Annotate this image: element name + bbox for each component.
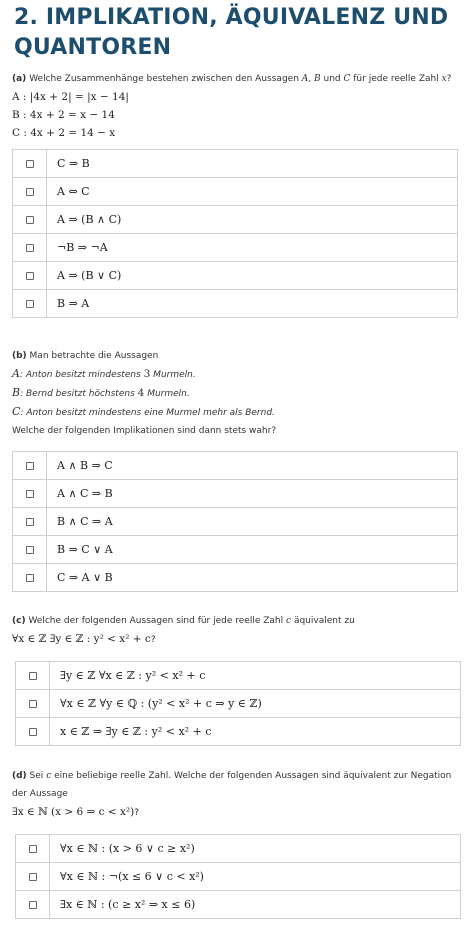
checkbox[interactable] [26, 300, 34, 308]
statement-b: B : 4x + 2 = x − 14 [12, 109, 115, 121]
checkbox[interactable] [26, 188, 34, 196]
options-table-c [15, 661, 461, 746]
question-a-text-after: für jede reelle Zahl [353, 74, 439, 84]
question-a [12, 70, 464, 318]
checkbox[interactable] [26, 160, 34, 168]
statement-b-text: : Bernd besitzt höchstens [20, 389, 138, 399]
option-row[interactable] [13, 234, 458, 262]
question-a-end: ? [446, 74, 452, 84]
option-row[interactable] [13, 564, 458, 592]
question-a-label: (a) [12, 74, 27, 84]
question-c [12, 612, 464, 746]
question-c-var-c: c [286, 616, 292, 626]
checkbox[interactable] [26, 462, 34, 470]
option-text: A ∧ C ⇒ B [47, 480, 458, 508]
option-text: ∃x ∈ ℕ : (c ≥ x² ⇒ x ≤ 6) [50, 891, 461, 919]
option-row[interactable] [16, 662, 461, 690]
option-row[interactable] [16, 835, 461, 863]
option-text: A ⇒ (B ∨ C) [47, 262, 458, 290]
checkbox[interactable] [26, 546, 34, 554]
option-text: C ⇒ B [47, 150, 458, 178]
option-text: A ∧ B ⇒ C [47, 452, 458, 480]
option-text: ∀x ∈ ℤ ∀y ∈ ℚ : (y² < x² + c ⇒ y ∈ ℤ) [50, 690, 461, 718]
option-row[interactable] [13, 452, 458, 480]
option-text: C ⇒ A ∨ B [47, 564, 458, 592]
question-c-formula: ∀x ∈ ℤ ∃y ∈ ℤ : y² < x² + c [12, 633, 151, 645]
statement-a-text: : Anton besitzt mindestens [19, 370, 144, 380]
question-d-formula: ∃x ∈ ℕ (x > 6 ⇒ c < x²) [12, 806, 135, 818]
checkbox[interactable] [29, 672, 37, 680]
option-text: B ∧ C ⇒ A [47, 508, 458, 536]
statement-b-num: 4 [137, 387, 145, 399]
question-b-intro: Man betrachte die Aussagen [29, 351, 159, 361]
question-a-var-c: C [343, 74, 351, 84]
question-d [12, 767, 464, 919]
option-text: A ⇔ C [47, 178, 458, 206]
statement-c [12, 403, 464, 422]
question-c-end: ? [150, 635, 156, 645]
statement-a: A : |4x + 2| = |x − 14| [12, 91, 129, 103]
statement-b-text-end: Murmeln. [144, 389, 190, 399]
option-row[interactable] [16, 718, 461, 746]
option-row[interactable] [13, 178, 458, 206]
checkbox[interactable] [29, 873, 37, 881]
question-d-end: ? [134, 808, 140, 818]
question-c-text-after: äquivalent zu [293, 616, 355, 626]
question-c-prompt [12, 612, 464, 630]
statement-a [12, 365, 464, 384]
option-text: ∀x ∈ ℕ : (x > 6 ∨ c ≥ x²) [50, 835, 461, 863]
checkbox[interactable] [29, 728, 37, 736]
question-d-prompt [12, 767, 464, 803]
option-row[interactable] [13, 150, 458, 178]
question-a-text: Welche Zusammenhänge bestehen zwischen den Aussagen [29, 74, 299, 84]
option-row[interactable] [13, 290, 458, 318]
option-text: ¬B ⇒ ¬A [47, 234, 458, 262]
page-title: 2. IMPLIKATION, ÄQUIVALENZ UND QUANTOREN [14, 5, 449, 60]
option-row[interactable] [13, 480, 458, 508]
option-row[interactable] [16, 690, 461, 718]
checkbox[interactable] [29, 845, 37, 853]
question-c-formula-line [12, 630, 464, 649]
statement-a-var: A [12, 367, 20, 380]
question-a-var-x: x [441, 74, 447, 84]
option-row[interactable] [16, 863, 461, 891]
question-a-und: und [323, 74, 341, 84]
question-b-prompt [12, 347, 464, 365]
option-row[interactable] [16, 891, 461, 919]
option-row[interactable] [13, 508, 458, 536]
option-text: B ⇒ A [47, 290, 458, 318]
checkbox[interactable] [26, 490, 34, 498]
question-c-label: (c) [12, 616, 26, 626]
option-text: A ⇒ (B ∧ C) [47, 206, 458, 234]
option-row[interactable] [13, 536, 458, 564]
question-a-prompt [12, 70, 464, 88]
option-text: x ∈ ℤ ⇒ ∃y ∈ ℤ : y² < x² + c [50, 718, 461, 746]
option-row[interactable] [13, 262, 458, 290]
question-d-formula-line [12, 803, 464, 822]
question-d-text-after: eine beliebige reelle Zahl. Welche der folgenden Aussagen sind äquivalent zur Negation der Aussage [12, 771, 452, 799]
question-d-var-c: c [46, 771, 52, 781]
option-row[interactable] [13, 206, 458, 234]
statement-b-var: B [12, 386, 21, 399]
question-b-question: Welche der folgenden Implikationen sind dann stets wahr? [12, 426, 277, 436]
question-a-vars: A, B [301, 74, 321, 84]
statement-c: C : 4x + 2 = 14 − x [12, 127, 116, 139]
checkbox[interactable] [26, 244, 34, 252]
options-table-b [12, 451, 458, 592]
option-text: ∀x ∈ ℕ : ¬(x ≤ 6 ∨ c < x²) [50, 863, 461, 891]
options-table-a [12, 149, 458, 318]
question-b-label: (b) [12, 351, 27, 361]
question-c-text: Welche der folgenden Aussagen sind für jede reelle Zahl [28, 616, 284, 626]
question-b [12, 347, 464, 592]
statement-b [12, 384, 464, 403]
checkbox[interactable] [26, 216, 34, 224]
checkbox[interactable] [26, 518, 34, 526]
checkbox[interactable] [26, 574, 34, 582]
options-table-d [15, 834, 461, 919]
checkbox[interactable] [26, 272, 34, 280]
statement-c-var: C [12, 405, 21, 418]
option-text: ∃y ∈ ℤ ∀x ∈ ℤ : y² < x² + c [50, 662, 461, 690]
question-d-text: Sei [29, 771, 44, 781]
checkbox[interactable] [29, 901, 37, 909]
checkbox[interactable] [29, 700, 37, 708]
question-d-label: (d) [12, 771, 27, 781]
statement-c-text: : Anton besitzt mindestens eine Murmel mehr als Bernd. [20, 408, 275, 418]
statement-a-text-end: Murmeln. [150, 370, 196, 380]
option-text: B ⇒ C ∨ A [47, 536, 458, 564]
statement-a-num: 3 [143, 368, 151, 380]
